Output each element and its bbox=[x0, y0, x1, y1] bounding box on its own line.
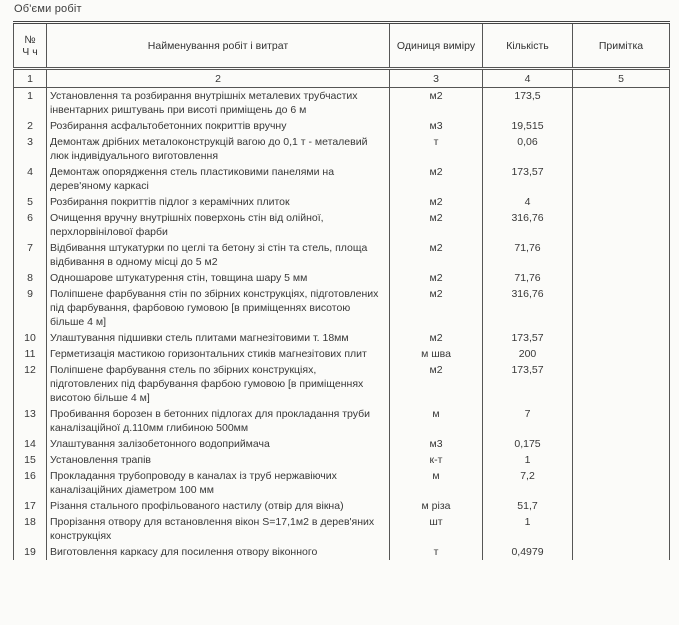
row-number-cell: 11 bbox=[14, 346, 47, 362]
table-header bbox=[14, 23, 670, 88]
table-row bbox=[14, 544, 670, 560]
quantity-cell: 316,76 bbox=[483, 210, 573, 240]
unit-cell: шт bbox=[390, 514, 483, 544]
table-row bbox=[14, 406, 670, 436]
quantity-cell: 173,57 bbox=[483, 164, 573, 194]
note-cell bbox=[573, 270, 670, 286]
col-header-quantity: Кількість bbox=[483, 23, 573, 69]
table-row bbox=[14, 330, 670, 346]
quantity-cell: 173,57 bbox=[483, 362, 573, 406]
col-header-number-line1: № bbox=[24, 33, 36, 46]
work-name-cell: Розбирання асфальтобетонних покриттів вручну bbox=[47, 118, 390, 134]
work-name-cell: Поліпшене фарбування стін по збірних конструкціях, підготовлених під фарбування, фарбовою гумовою [в приміщеннях висотою більше 4 м] bbox=[47, 286, 390, 330]
note-cell bbox=[573, 452, 670, 468]
note-cell bbox=[573, 210, 670, 240]
work-volumes-table bbox=[13, 21, 670, 560]
note-cell bbox=[573, 346, 670, 362]
note-cell bbox=[573, 436, 670, 452]
column-number-4: 4 bbox=[483, 69, 573, 88]
column-number-1: 1 bbox=[14, 69, 47, 88]
quantity-cell: 0,4979 bbox=[483, 544, 573, 560]
table-row bbox=[14, 514, 670, 544]
unit-cell: м2 bbox=[390, 270, 483, 286]
note-cell bbox=[573, 498, 670, 514]
table-row bbox=[14, 286, 670, 330]
note-cell bbox=[573, 362, 670, 406]
note-cell bbox=[573, 330, 670, 346]
row-number-cell: 6 bbox=[14, 210, 47, 240]
work-name-cell: Улаштування залізобетонного водоприймача bbox=[47, 436, 390, 452]
row-number-cell: 1 bbox=[14, 88, 47, 119]
col-header-work-name: Найменування робіт і витрат bbox=[47, 23, 390, 69]
work-name-cell: Виготовлення каркасу для посилення отвору віконного bbox=[47, 544, 390, 560]
column-number-5: 5 bbox=[573, 69, 670, 88]
unit-cell: м2 bbox=[390, 210, 483, 240]
row-number-cell: 9 bbox=[14, 286, 47, 330]
quantity-cell: 51,7 bbox=[483, 498, 573, 514]
row-number-cell: 4 bbox=[14, 164, 47, 194]
unit-cell: т bbox=[390, 134, 483, 164]
unit-cell: м bbox=[390, 468, 483, 498]
quantity-cell: 173,5 bbox=[483, 88, 573, 119]
quantity-cell: 1 bbox=[483, 452, 573, 468]
work-name-cell: Демонтаж опорядження стель пластиковими панелями на дерев'яному каркасі bbox=[47, 164, 390, 194]
quantity-cell: 0,175 bbox=[483, 436, 573, 452]
unit-cell: к-т bbox=[390, 452, 483, 468]
row-number-cell: 7 bbox=[14, 240, 47, 270]
column-number-2: 2 bbox=[47, 69, 390, 88]
note-cell bbox=[573, 134, 670, 164]
unit-cell: м2 bbox=[390, 164, 483, 194]
row-number-cell: 5 bbox=[14, 194, 47, 210]
unit-cell: м2 bbox=[390, 330, 483, 346]
work-name-cell: Герметизація мастикою горизонтальних стиків магнезітових плит bbox=[47, 346, 390, 362]
row-number-cell: 14 bbox=[14, 436, 47, 452]
col-header-number bbox=[14, 23, 47, 69]
note-cell bbox=[573, 88, 670, 119]
note-cell bbox=[573, 240, 670, 270]
quantity-cell: 7 bbox=[483, 406, 573, 436]
quantity-cell: 4 bbox=[483, 194, 573, 210]
row-number-cell: 3 bbox=[14, 134, 47, 164]
unit-cell: м2 bbox=[390, 362, 483, 406]
table-row bbox=[14, 210, 670, 240]
quantity-cell: 316,76 bbox=[483, 286, 573, 330]
row-number-cell: 10 bbox=[14, 330, 47, 346]
table-row bbox=[14, 452, 670, 468]
table-row bbox=[14, 88, 670, 119]
unit-cell: м2 bbox=[390, 88, 483, 119]
quantity-cell: 173,57 bbox=[483, 330, 573, 346]
table-row bbox=[14, 240, 670, 270]
work-name-cell: Поліпшене фарбування стель по збірних конструкціях, підготовлених під фарбування фарбою гумовою [в приміщеннях висотою більше 4 м] bbox=[47, 362, 390, 406]
table-row bbox=[14, 362, 670, 406]
work-name-cell: Демонтаж дрібних металоконструкцій вагою до 0,1 т - металевий люк індивідуального виготовлення bbox=[47, 134, 390, 164]
work-name-cell: Прокладання трубопроводу в каналах із труб нержавіючих каналізаційних діаметром 100 мм bbox=[47, 468, 390, 498]
note-cell bbox=[573, 406, 670, 436]
table-row bbox=[14, 468, 670, 498]
unit-cell: т bbox=[390, 544, 483, 560]
table-body bbox=[14, 88, 670, 561]
row-number-cell: 12 bbox=[14, 362, 47, 406]
quantity-cell: 200 bbox=[483, 346, 573, 362]
row-number-cell: 16 bbox=[14, 468, 47, 498]
quantity-cell: 71,76 bbox=[483, 270, 573, 286]
quantity-cell: 1 bbox=[483, 514, 573, 544]
work-name-cell: Улаштування підшивки стель плитами магнезітовими т. 18мм bbox=[47, 330, 390, 346]
table-row bbox=[14, 164, 670, 194]
unit-cell: м3 bbox=[390, 436, 483, 452]
unit-cell: м різа bbox=[390, 498, 483, 514]
quantity-cell: 7,2 bbox=[483, 468, 573, 498]
row-number-cell: 17 bbox=[14, 498, 47, 514]
row-number-cell: 8 bbox=[14, 270, 47, 286]
column-numbers-row bbox=[14, 69, 670, 88]
table-row bbox=[14, 134, 670, 164]
table-row bbox=[14, 118, 670, 134]
row-number-cell: 13 bbox=[14, 406, 47, 436]
work-name-cell: Прорізання отвору для встановлення вікон S=17,1м2 в дерев'яних конструкціях bbox=[47, 514, 390, 544]
unit-cell: м bbox=[390, 406, 483, 436]
work-name-cell: Установлення трапів bbox=[47, 452, 390, 468]
row-number-cell: 15 bbox=[14, 452, 47, 468]
note-cell bbox=[573, 286, 670, 330]
table-row bbox=[14, 436, 670, 452]
note-cell bbox=[573, 194, 670, 210]
header-row bbox=[14, 23, 670, 69]
work-name-cell: Відбивання штукатурки по цеглі та бетону зі стін та стель, площа відбивання в одному місці до 5 м2 bbox=[47, 240, 390, 270]
row-number-cell: 19 bbox=[14, 544, 47, 560]
row-number-cell: 18 bbox=[14, 514, 47, 544]
note-cell bbox=[573, 468, 670, 498]
table-row bbox=[14, 270, 670, 286]
quantity-cell: 19,515 bbox=[483, 118, 573, 134]
column-number-3: 3 bbox=[390, 69, 483, 88]
work-name-cell: Установлення та розбирання внутрішніх металевих трубчастих інвентарних риштувань при висоті приміщень до 6 м bbox=[47, 88, 390, 119]
unit-cell: м шва bbox=[390, 346, 483, 362]
work-name-cell: Розбирання покриттів підлог з керамічних плиток bbox=[47, 194, 390, 210]
note-cell bbox=[573, 118, 670, 134]
table-row bbox=[14, 194, 670, 210]
quantity-cell: 71,76 bbox=[483, 240, 573, 270]
col-header-unit: Одиниця виміру bbox=[390, 23, 483, 69]
unit-cell: м2 bbox=[390, 194, 483, 210]
note-cell bbox=[573, 164, 670, 194]
unit-cell: м2 bbox=[390, 286, 483, 330]
unit-cell: м3 bbox=[390, 118, 483, 134]
note-cell bbox=[573, 514, 670, 544]
table-row bbox=[14, 346, 670, 362]
work-name-cell: Різання стального профільованого настилу (отвір для вікна) bbox=[47, 498, 390, 514]
unit-cell: м2 bbox=[390, 240, 483, 270]
note-cell bbox=[573, 544, 670, 560]
work-name-cell: Очищення вручну внутрішніх поверхонь стін від олійної, перхлорвінілової фарби bbox=[47, 210, 390, 240]
work-name-cell: Одношарове штукатурення стін, товщина шару 5 мм bbox=[47, 270, 390, 286]
row-number-cell: 2 bbox=[14, 118, 47, 134]
col-header-number-line2: Ч ч bbox=[22, 45, 38, 58]
col-header-note: Примітка bbox=[573, 23, 670, 69]
work-name-cell: Пробивання борозен в бетонних підлогах для прокладання труби каналізаційної д.110мм глибиною 500мм bbox=[47, 406, 390, 436]
page-title: Об'єми робіт bbox=[14, 3, 82, 15]
quantity-cell: 0,06 bbox=[483, 134, 573, 164]
table-row bbox=[14, 498, 670, 514]
